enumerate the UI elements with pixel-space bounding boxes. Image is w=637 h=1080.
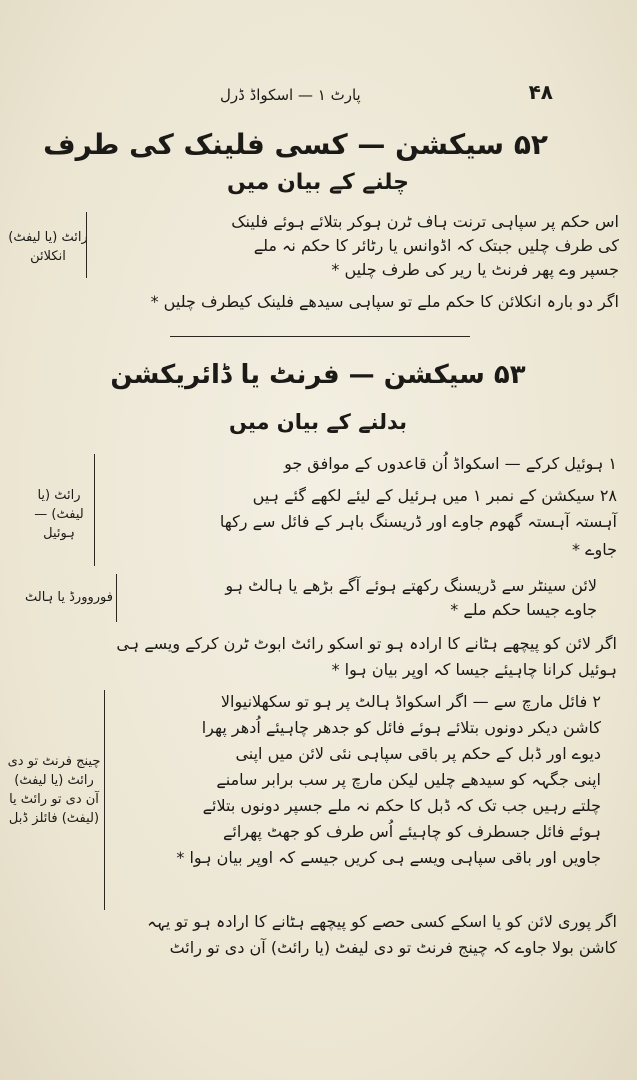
section-53-title: ۵۳ سیکشن — فرنٹ یا ڈائریکشن bbox=[110, 360, 526, 390]
divider bbox=[170, 336, 470, 337]
block-1-line-1: ۱ ہوئیل کرکے — اسکواڈ اُن قاعدوں کے موافق جو bbox=[284, 454, 617, 473]
block-3-line-1: ۲ فائل مارچ سے — اگر اسکواڈ ہالٹ پر ہو تو سکھلانیوالا bbox=[220, 692, 601, 711]
paragraph-2-line-2: کاشن بولا جاوے کہ چینج فرنٹ تو دی لیفٹ (یا رائٹ) آن دی تو رائٹ bbox=[169, 938, 617, 957]
section-52-note: اگر دو بارہ انکلائن کا حکم ملے تو سپاہی سیدھے فلینک کیطرف چلیں * bbox=[150, 292, 619, 311]
block-1-margin-label: رائٹ (یا لیفٹ) — ہوئیل bbox=[34, 488, 84, 541]
block-3-line-3: دیوے اور ڈبل کے حکم پر باقی سپاہی نئی لائن میں اپنی bbox=[235, 744, 601, 763]
section-52-title: ۵۲ سیکشن — کسی فلینک کی طرف bbox=[43, 128, 548, 161]
block-3-brace bbox=[104, 690, 105, 910]
page-number: ۴۸ bbox=[528, 80, 553, 104]
block-1-line-3: آہستہ آہستہ گھوم جاوے اور ڈریسنگ باہر کے فائل سے رکھا bbox=[219, 512, 617, 531]
section-52-subtitle: چلنے کے بیان میں bbox=[226, 170, 410, 195]
block-3-line-4: اپنی جگہہ کو سیدھے چلیں لیکن مارچ پر سب برابر سامنے bbox=[216, 770, 601, 789]
block-2-line-2: جاوے جیسا حکم ملے * bbox=[450, 600, 597, 619]
section-52-line-2: کی طرف چلیں جبتک کہ اڈوانس یا رٹائر کا حکم نہ ملے bbox=[253, 236, 619, 255]
paragraph-2-line-1: اگر پوری لائن کو یا اسکے کسی حصے کو پیچھے ہٹانے کا ارادہ ہو تو یہہ bbox=[147, 912, 617, 931]
section-52-brace bbox=[86, 212, 87, 278]
section-52-line-3: جسپر وے پھر فرنٹ یا ریر کی طرف چلیں * bbox=[331, 260, 619, 279]
block-3-line-2: کاشن دیکر دونوں بتلائے ہوئے فائل کو جدھر چاہیئے اُدھر پھرا bbox=[201, 718, 601, 737]
block-2-margin-label: فوروورڈ یا ہالٹ bbox=[25, 590, 113, 605]
section-52-line-1: اس حکم پر سپاہی ترنت ہاف ٹرن ہوکر بتلائے ہوئے فلینک bbox=[231, 212, 619, 231]
block-1-brace bbox=[94, 454, 95, 566]
block-3-line-6: ہوئے فائل جسطرف کو چاہیئے اُس طرف کو جھٹ پھرائے bbox=[222, 822, 601, 841]
block-1-line-2: ۲۸ سیکشن کے نمبر ۱ میں ہرئیل کے لیئے لکھے گئے ہیں bbox=[252, 486, 617, 505]
running-header: پارٹ ۱ — اسکواڈ ڈرل bbox=[220, 86, 361, 104]
section-53-subtitle: بدلنے کے بیان میں bbox=[229, 410, 407, 434]
block-3-line-7: جاویں اور باقی سپاہی ویسے ہی کریں جیسے کہ اوپر بیان ہوا * bbox=[176, 848, 601, 867]
block-1-line-4: جاوے * bbox=[572, 540, 617, 559]
paragraph-1-line-2: ہوئیل کرانا چاہیئے جیسا کہ اوپر بیان ہوا * bbox=[331, 660, 617, 679]
section-52-margin-label: رائٹ (یا لیفٹ) انکلائن bbox=[8, 230, 88, 264]
paragraph-1-line-1: اگر لائن کو پیچھے ہٹانے کا ارادہ ہو تو اسکو رائٹ ابوٹ ٹرن کرکے ویسے ہی bbox=[116, 634, 617, 653]
block-3-line-5: چلتے رہیں جب تک کہ ڈبل کا حکم نہ ملے جسپر دونوں بتلائے bbox=[202, 796, 601, 815]
block-2-line-1: لائن سینٹر سے ڈریسنگ رکھتے ہوئے آگے بڑھے یا ہالٹ ہو bbox=[225, 576, 597, 595]
block-2-brace bbox=[116, 574, 117, 622]
block-3-margin-label: چینج فرنٹ تو دی رائٹ (یا لیفٹ) آن دی تو رائٹ یا (لیفٹ) فائلز ڈبل bbox=[7, 754, 101, 826]
